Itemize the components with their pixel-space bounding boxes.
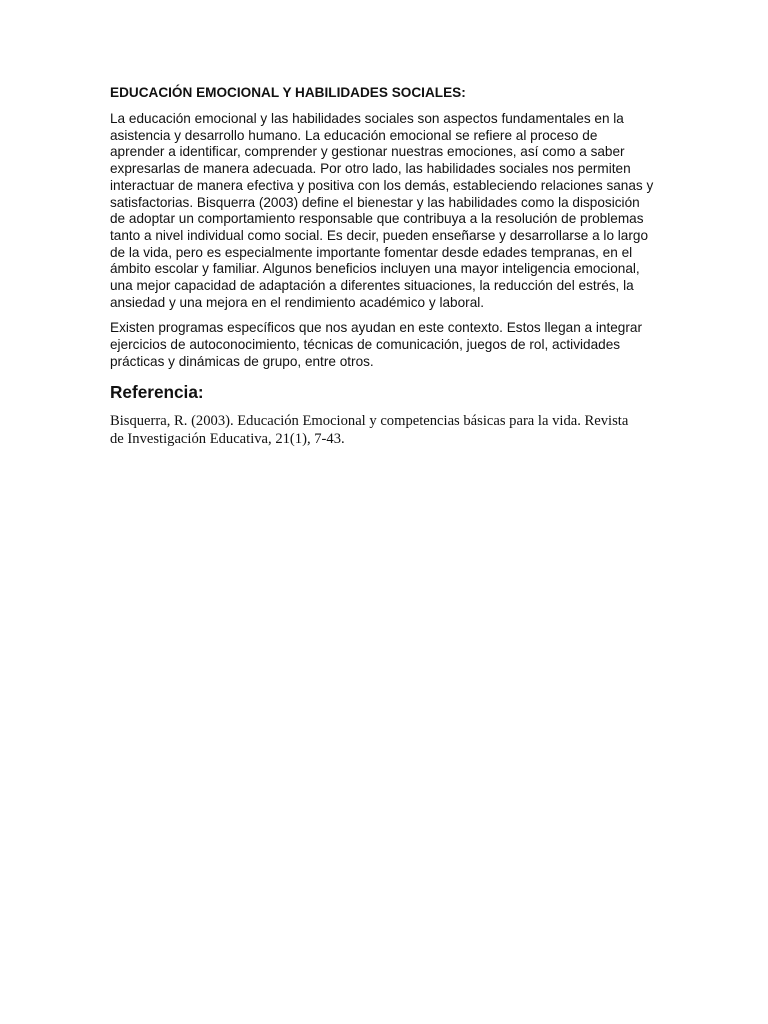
reference-heading: Referencia: (110, 381, 204, 402)
document-title: EDUCACIÓN EMOCIONAL Y HABILIDADES SOCIALES: (110, 85, 466, 100)
document-page (110, 84, 655, 449)
paragraph-1: La educación emocional y las habilidades sociales son aspectos fundamentales en la asistencia y desarrollo humano. La educación emocional se refiere al proceso de aprender a identificar, comprender y gestionar nuestras emociones, así como a saber expresarlas de manera adecuada. Por otro lado, las habilidades sociales nos permiten interactuar de manera efectiva y positiva con los demás, estableciendo relaciones sanas y satisfactorias. Bisquerra (2003) define el bienestar y las habilidades como la disposición de adoptar un comportamiento responsable que contribuya a la resolución de problemas tanto a nivel individual como social. Es decir, pueden enseñarse y desarrollarse a lo largo de la vida, pero es especialmente importante fomentar desde edades tempranas, en el ámbito escolar y familiar. Algunos beneficios incluyen una mayor inteligencia emocional, una mejor capacidad de adaptación a diferentes situaciones, la reducción del estrés, la ansiedad y una mejora en el rendimiento académico y laboral. (110, 111, 654, 310)
reference-text: Bisquerra, R. (2003). Educación Emocional y competencias básicas para la vida. Revista de Investigación Educativa, 21(1), 7-43. (110, 412, 629, 448)
paragraph-2: Existen programas específicos que nos ayudan en este contexto. Estos llegan a integrar ejercicios de autoconocimiento, técnicas de comunicación, juegos de rol, actividades prácticas y dinámicas de grupo, entre otros. (110, 320, 642, 369)
